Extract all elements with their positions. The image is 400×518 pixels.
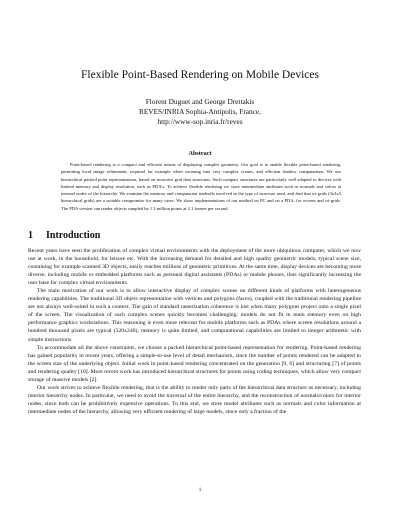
body-paragraph: Recent years have seen the proliferation of complex virtual environments with the deployment of the more ubiquitous computer, which we now use at work, in the household, for leisure etc. With the increasing demand for detailed and high quality geometric models, typical scene size, containing for example scanned 3D objects, easily reaches millions of geometric primitives. At the same time, display devices are becoming more diverse, including mobile or embedded platforms such as personal digital assistants (PDAs) or mobile phones, thus significantly increasing the user base for complex virtual environments.	[28, 248, 361, 287]
author-block	[0, 97, 400, 127]
section-title: Introduction	[46, 230, 101, 241]
paper-title: Flexible Point-Based Rendering on Mobile Devices	[81, 69, 319, 81]
body-paragraph: The main motivation of our work is to allow interactive display of complex scenes on different kinds of platforms with heterogeneous rendering capabilities. The traditional 3D object representation with vertices and polygons (faces), coupled with the traditional rendering pipeline are not always well-suited in such a context. The gain of standard rasterization coherence is lost when many polygons project onto a single pixel of the screen. The visualization of such complex scenes quickly becomes challenging: models do not fit in main memory even on high performance graphics workstations. This reasoning is even more relevant for mobile platforms such as PDAs where screen resolutions around a hundred thousand pixels are typical (320x240), memory is quite limited, and computational capabilities are limited to integer arithmetic with simple instructions.	[28, 288, 361, 343]
abstract-heading: Abstract	[188, 150, 212, 157]
author-names: Florent Duguet and George Drettakis	[145, 97, 255, 106]
section-body	[28, 247, 361, 416]
author-url: http://www-sop.inria.fr/reves	[157, 117, 243, 126]
page-number: 1	[198, 487, 202, 493]
abstract-text: Point-based rendering is a compact and efficient means of displaying complex geometry. Our goal is to enable flexible point-based rendering, permitting local image refinement, required for example when zooming into very complex scenes, and efficient shadow computations. We use hierarchical packed point representations, based on recursive grid data structures. Such compact structures are particularly well adapted to devices with limited memory and display resolution, such as PDA's. To achieve flexible rendering we store intermediate attributes such as normals and colors at internal nodes of the hierarchy. We examine the memory and computation tradeoffs involved in the type of structure used, and find that tri-grids (3x3x3 hierarchical grids) are a suitable compromise for many cases. We show implementations of our method on PC and on a PDA, for octrees and tri-grids. The PDA version can render objects sampled by 1.3 million points at 2.1 frames per second.	[61, 162, 341, 211]
author-affiliation: REVES/INRIA Sophia-Antipolis, France,	[138, 107, 261, 116]
section-heading	[28, 230, 100, 242]
body-paragraph: To accommodate all the above constraints, we choose a packed hierarchical point-based representation for rendering. Point-based rendering has gained popularity in recent years, offering a simple-to-use level of detail mechanism, since the number of points rendered can be adapted to the screen size of the underlying object. Initial work in point-based rendering concentrated on the generation [9, 6] and structuring [7] of points and rendering quality [10]. More recent work has introduced hierarchical structures for points using coding techniques, which allow very compact storage of massive models [2].	[28, 344, 361, 383]
section-number: 1	[28, 230, 33, 241]
body-paragraph: Our work strives to achieve flexible rendering, that is the ability to render only parts of the hierarchical data structure as necessary, including interior hierarchy nodes. In particular, we need to avoid the traversal of the entire hierarchy, and the reconstruction of normals/colors for interior nodes, since both can be prohibitively expensive operations. To this end, we store model attributes such as normals and color information at intermediate nodes of the hierarchy, allowing very efficient rendering of large models, since only a fraction of the	[28, 384, 361, 415]
